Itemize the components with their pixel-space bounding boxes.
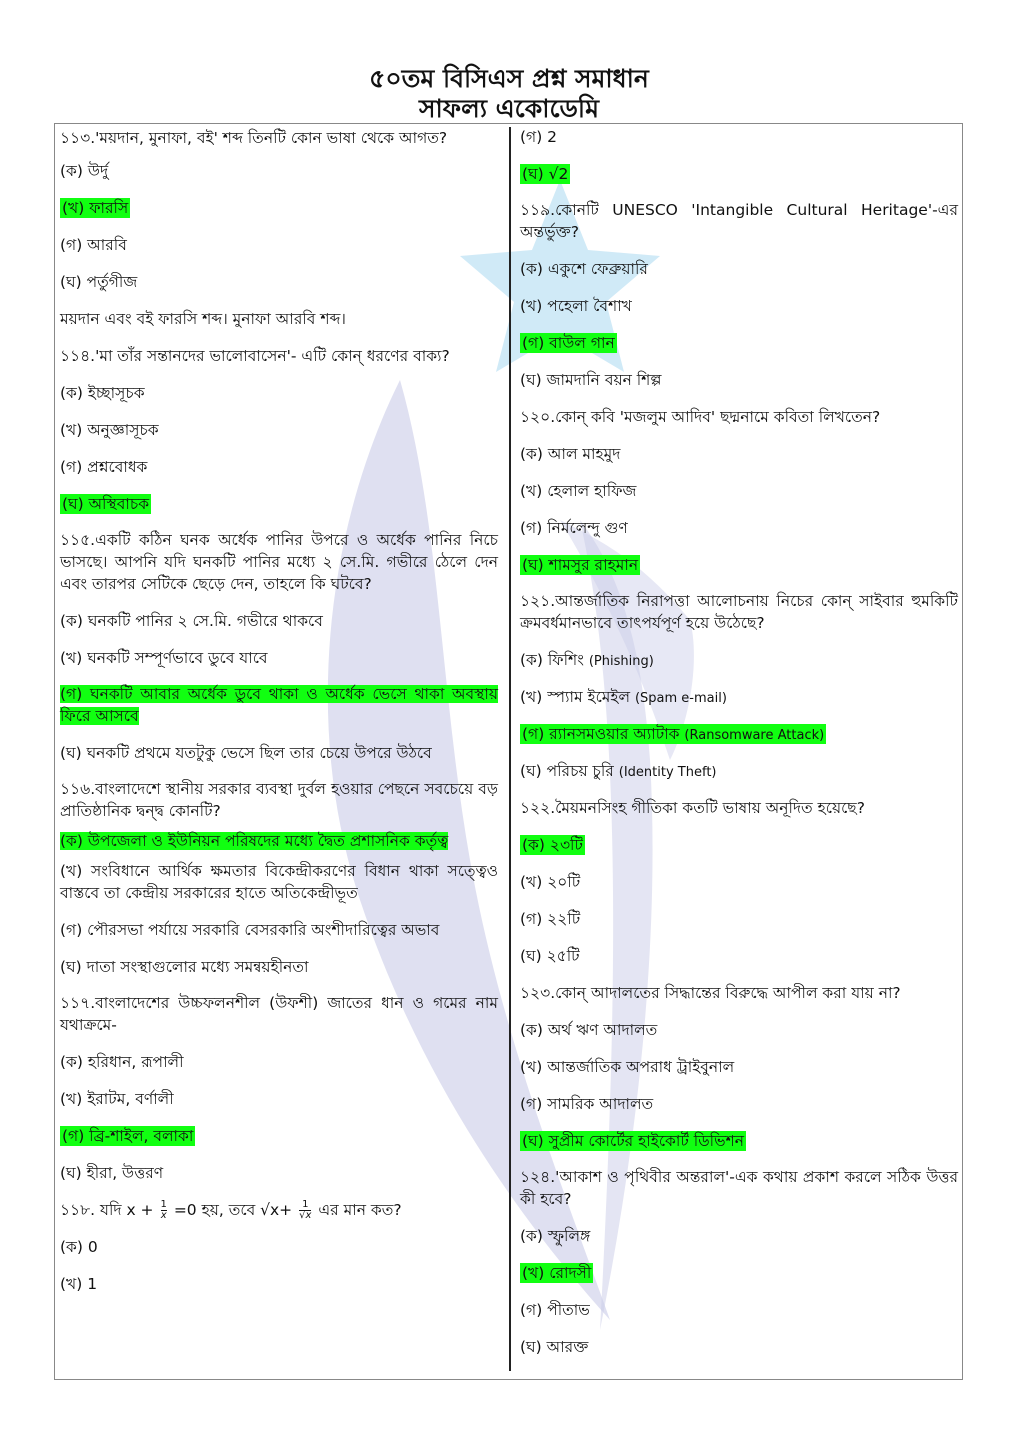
correct-answer: (খ) ফারসি	[62, 199, 129, 217]
option: (ঘ) ঘনকটি প্রথমে যতটুকু ভেসে ছিল তার চেয়ে উপরে উঠবে	[60, 744, 432, 762]
correct-answer: (ক) ২৩টি	[522, 836, 583, 854]
correct-answer: (খ) রোদসী	[522, 1264, 592, 1282]
option-english: (Phishing)	[588, 654, 654, 669]
option-correct	[60, 190, 498, 227]
fraction-denominator: √x	[299, 1210, 312, 1221]
option: (গ) 2	[520, 128, 558, 146]
option: (ক) হরিধান, রূপালী	[60, 1053, 184, 1071]
option-label: (ঘ) পরিচয় চুরি	[520, 762, 614, 780]
option-english: (Spam e-mail)	[634, 691, 727, 706]
option: (গ) আরবি	[60, 236, 127, 254]
question-114	[60, 338, 498, 523]
question-113	[60, 127, 498, 338]
explanation-note: ময়দান এবং বই ফারসি শব্দ। মুনাফা আরবি শব্দ।	[60, 310, 346, 328]
question-text: ১২৩.কোন্ আদালতের সিদ্ধান্তের বিরুদ্ধে আপীল করা যায় না?	[520, 984, 901, 1002]
question-text: ১১৯.কোনটি UNESCO 'Intangible Cultural Heritage'-এর অন্তর্ভুক্ত?	[520, 201, 958, 241]
option: (খ) ইরাটম, বর্ণালী	[60, 1090, 174, 1108]
option: (গ) নির্মলেন্দু গুণ	[520, 519, 628, 537]
option-english: (Identity Theft)	[618, 765, 717, 780]
option: (খ) সংবিধানে আর্থিক ক্ষমতার বিকেন্দ্রীকরণের বিধান থাকা সত্ত্বেও বাস্তবে তা কেন্দ্রীয় সরকারের হাতে অতিকেন্দ্রীভূত	[60, 862, 498, 902]
correct-answer: (ঘ) √2	[522, 165, 569, 183]
fraction-denominator: x	[160, 1210, 167, 1221]
question-119	[520, 199, 958, 399]
option: (গ) পীতাভ	[520, 1301, 590, 1319]
correct-answer	[520, 724, 826, 744]
option: (ঘ) দাতা সংস্থাগুলোর মধ্যে সমন্বয়হীনতা	[60, 958, 309, 976]
question-123	[520, 975, 958, 1160]
option: (খ) 1	[60, 1275, 98, 1293]
option-correct	[520, 1123, 958, 1160]
question-text: ১১৫.একটি কঠিন ঘনক অর্ধেক পানির উপরে ও অর্ধেক পানির নিচে ভাসছে। আপনি যদি ঘনকটি পানির মধ্যে ২ সে.মি. গভীরে ঠেলে দেন এবং তারপর সেটিকে ছেড়ে দেন, তাহলে কি ঘটবে?	[60, 531, 498, 593]
option-label: (ক) ফিশিং	[520, 651, 584, 669]
option-correct	[60, 830, 498, 852]
option-correct	[520, 1255, 958, 1292]
option-correct	[520, 547, 958, 584]
option-english: (Ransomware Attack)	[684, 728, 825, 743]
column-divider	[509, 127, 511, 1371]
question-122	[520, 790, 958, 975]
option	[520, 679, 958, 716]
question-text: ১২৪.'আকাশ ও পৃথিবীর অন্তরাল'-এক কথায় প্রকাশ করলে সঠিক উত্তর কী হবে?	[520, 1168, 958, 1208]
fraction	[299, 1200, 311, 1221]
option: (ঘ) হীরা, উত্তরণ	[60, 1164, 164, 1182]
option-correct	[60, 683, 498, 727]
question-121	[520, 590, 958, 790]
fraction	[161, 1200, 167, 1221]
option-correct	[520, 716, 958, 753]
option	[520, 642, 958, 679]
option: (খ) হেলাল হাফিজ	[520, 482, 637, 500]
page-subtitle: সাফল্য একোডেমি	[419, 94, 599, 123]
option: (খ) ২০টি	[520, 873, 581, 891]
question-124	[520, 1166, 958, 1366]
question-118-continued	[520, 119, 958, 193]
option-label: (খ) স্প্যাম ইমেইল	[520, 688, 631, 706]
option: (ঘ) ২৫টি	[520, 947, 580, 965]
correct-answer: (গ) বাউল গান	[522, 334, 615, 352]
correct-answer: (ঘ) সুপ্রীম কোর্টের হাইকোর্ট ডিভিশন	[522, 1132, 745, 1150]
question-text: ১২২.মৈয়মনসিংহ গীতিকা কতটি ভাষায় অনূদিত হয়েছে?	[520, 799, 865, 817]
question-120	[520, 399, 958, 584]
question-text: ১১৩.'ময়দান, মুনাফা, বই' শব্দ তিনটি কোন ভাষা থেকে আগত?	[60, 129, 448, 147]
option: (গ) সামরিক আদালত	[520, 1095, 654, 1113]
option-correct	[60, 1118, 498, 1155]
option: (খ) ঘনকটি সম্পূর্ণভাবে ডুবে যাবে	[60, 649, 268, 667]
question-115	[60, 529, 498, 772]
option: (গ) পৌরসভা পর্যায়ে সরকারি বেসরকারি অংশীদারিত্বের অভাব	[60, 921, 440, 939]
option: (ক) একুশে ফেব্রুয়ারি	[520, 260, 648, 278]
question-117	[60, 992, 498, 1192]
option: (খ) পহেলা বৈশাখ	[520, 297, 632, 315]
option	[520, 753, 958, 790]
question-text: ১১৭.বাংলাদেশের উচ্চফলনশীল (উফশী) জাতের ধান ও গমের নাম যথাক্রমে-	[60, 994, 498, 1034]
option: (গ) প্রশ্নবোধক	[60, 458, 148, 476]
equation-suffix: এর মান কত?	[318, 1201, 402, 1219]
option-correct	[60, 486, 498, 523]
option: (ক) অর্থ ঋণ আদালত	[520, 1021, 658, 1039]
option: (ক) আল মাহমুদ	[520, 445, 621, 463]
option-correct	[520, 827, 958, 864]
fraction-numerator: 1	[299, 1200, 311, 1211]
question-text: ১২০.কোন্ কবি 'মজলুম আদিব' ছদ্মনামে কবিতা লিখতেন?	[520, 408, 881, 426]
option-label: (গ) র‍্যানসমওয়ার অ্যাটাক	[522, 725, 680, 743]
option: (ঘ) জামদানি বয়ন শিল্প	[520, 371, 662, 389]
question-text: ১১৬.বাংলাদেশে স্থানীয় সরকার ব্যবস্থা দুর্বল হওয়ার পেছনে সবচেয়ে বড় প্রাতিষ্ঠানিক দ্বন্দ্ব কোনটি?	[60, 780, 498, 820]
question-text: ১২১.আন্তর্জাতিক নিরাপত্তা আলোচনায় নিচের কোন্ সাইবার হুমকিটি ক্রমবর্ধমানভাবে তাৎপর্যপূর্ণ হয়ে উঠেছে?	[520, 592, 958, 632]
right-column	[520, 123, 958, 1366]
option: (ক) স্ফুলিঙ্গ	[520, 1227, 591, 1245]
correct-answer: (গ) ব্রি-শাইল, বলাকা	[62, 1127, 194, 1145]
option: (গ) ২২টি	[520, 910, 581, 928]
option: (ক) ঘনকটি পানির ২ সে.মি. গভীরে থাকবে	[60, 612, 323, 630]
option: (ক) উর্দু	[60, 162, 109, 180]
correct-answer: (ঘ) অস্থিবাচক	[62, 495, 150, 513]
question-118	[60, 1192, 498, 1303]
correct-answer: (ক) উপজেলা ও ইউনিয়ন পরিষদের মধ্যে দ্বৈত প্রশাসনিক কর্তৃত্ব	[60, 832, 449, 850]
page-title: ৫০তম বিসিএস প্রশ্ন সমাধান	[369, 64, 649, 93]
option: (ক) ইচ্ছাসূচক	[60, 384, 145, 402]
option: (ঘ) আরক্ত	[520, 1338, 589, 1356]
option-correct	[520, 156, 958, 193]
question-text	[60, 1192, 498, 1229]
option: (ক) 0	[60, 1238, 98, 1256]
correct-answer: (ঘ) শামসুর রাহমান	[522, 556, 639, 574]
question-116	[60, 778, 498, 986]
option: (ঘ) পর্তুগীজ	[60, 273, 138, 291]
option: (খ) অনুজ্ঞাসূচক	[60, 421, 159, 439]
option: (খ) আন্তর্জাতিক অপরাধ ট্রাইবুনাল	[520, 1058, 735, 1076]
left-column	[60, 123, 498, 1303]
fraction-numerator: 1	[160, 1199, 167, 1210]
option-correct	[520, 325, 958, 362]
equation-prefix: ১১৮. যদি x +	[60, 1201, 154, 1219]
correct-answer: (গ) ঘনকটি আবার অর্ধেক ডুবে থাকা ও অর্ধেক ভেসে থাকা অবস্থায় ফিরে আসবে	[60, 685, 498, 725]
equation-middle: =0 হয়, তবে √x+	[173, 1201, 293, 1219]
question-text: ১১৪.'মা তাঁর সন্তানদের ভালোবাসেন'- এটি কোন্ ধরণের বাক্য?	[60, 347, 450, 365]
